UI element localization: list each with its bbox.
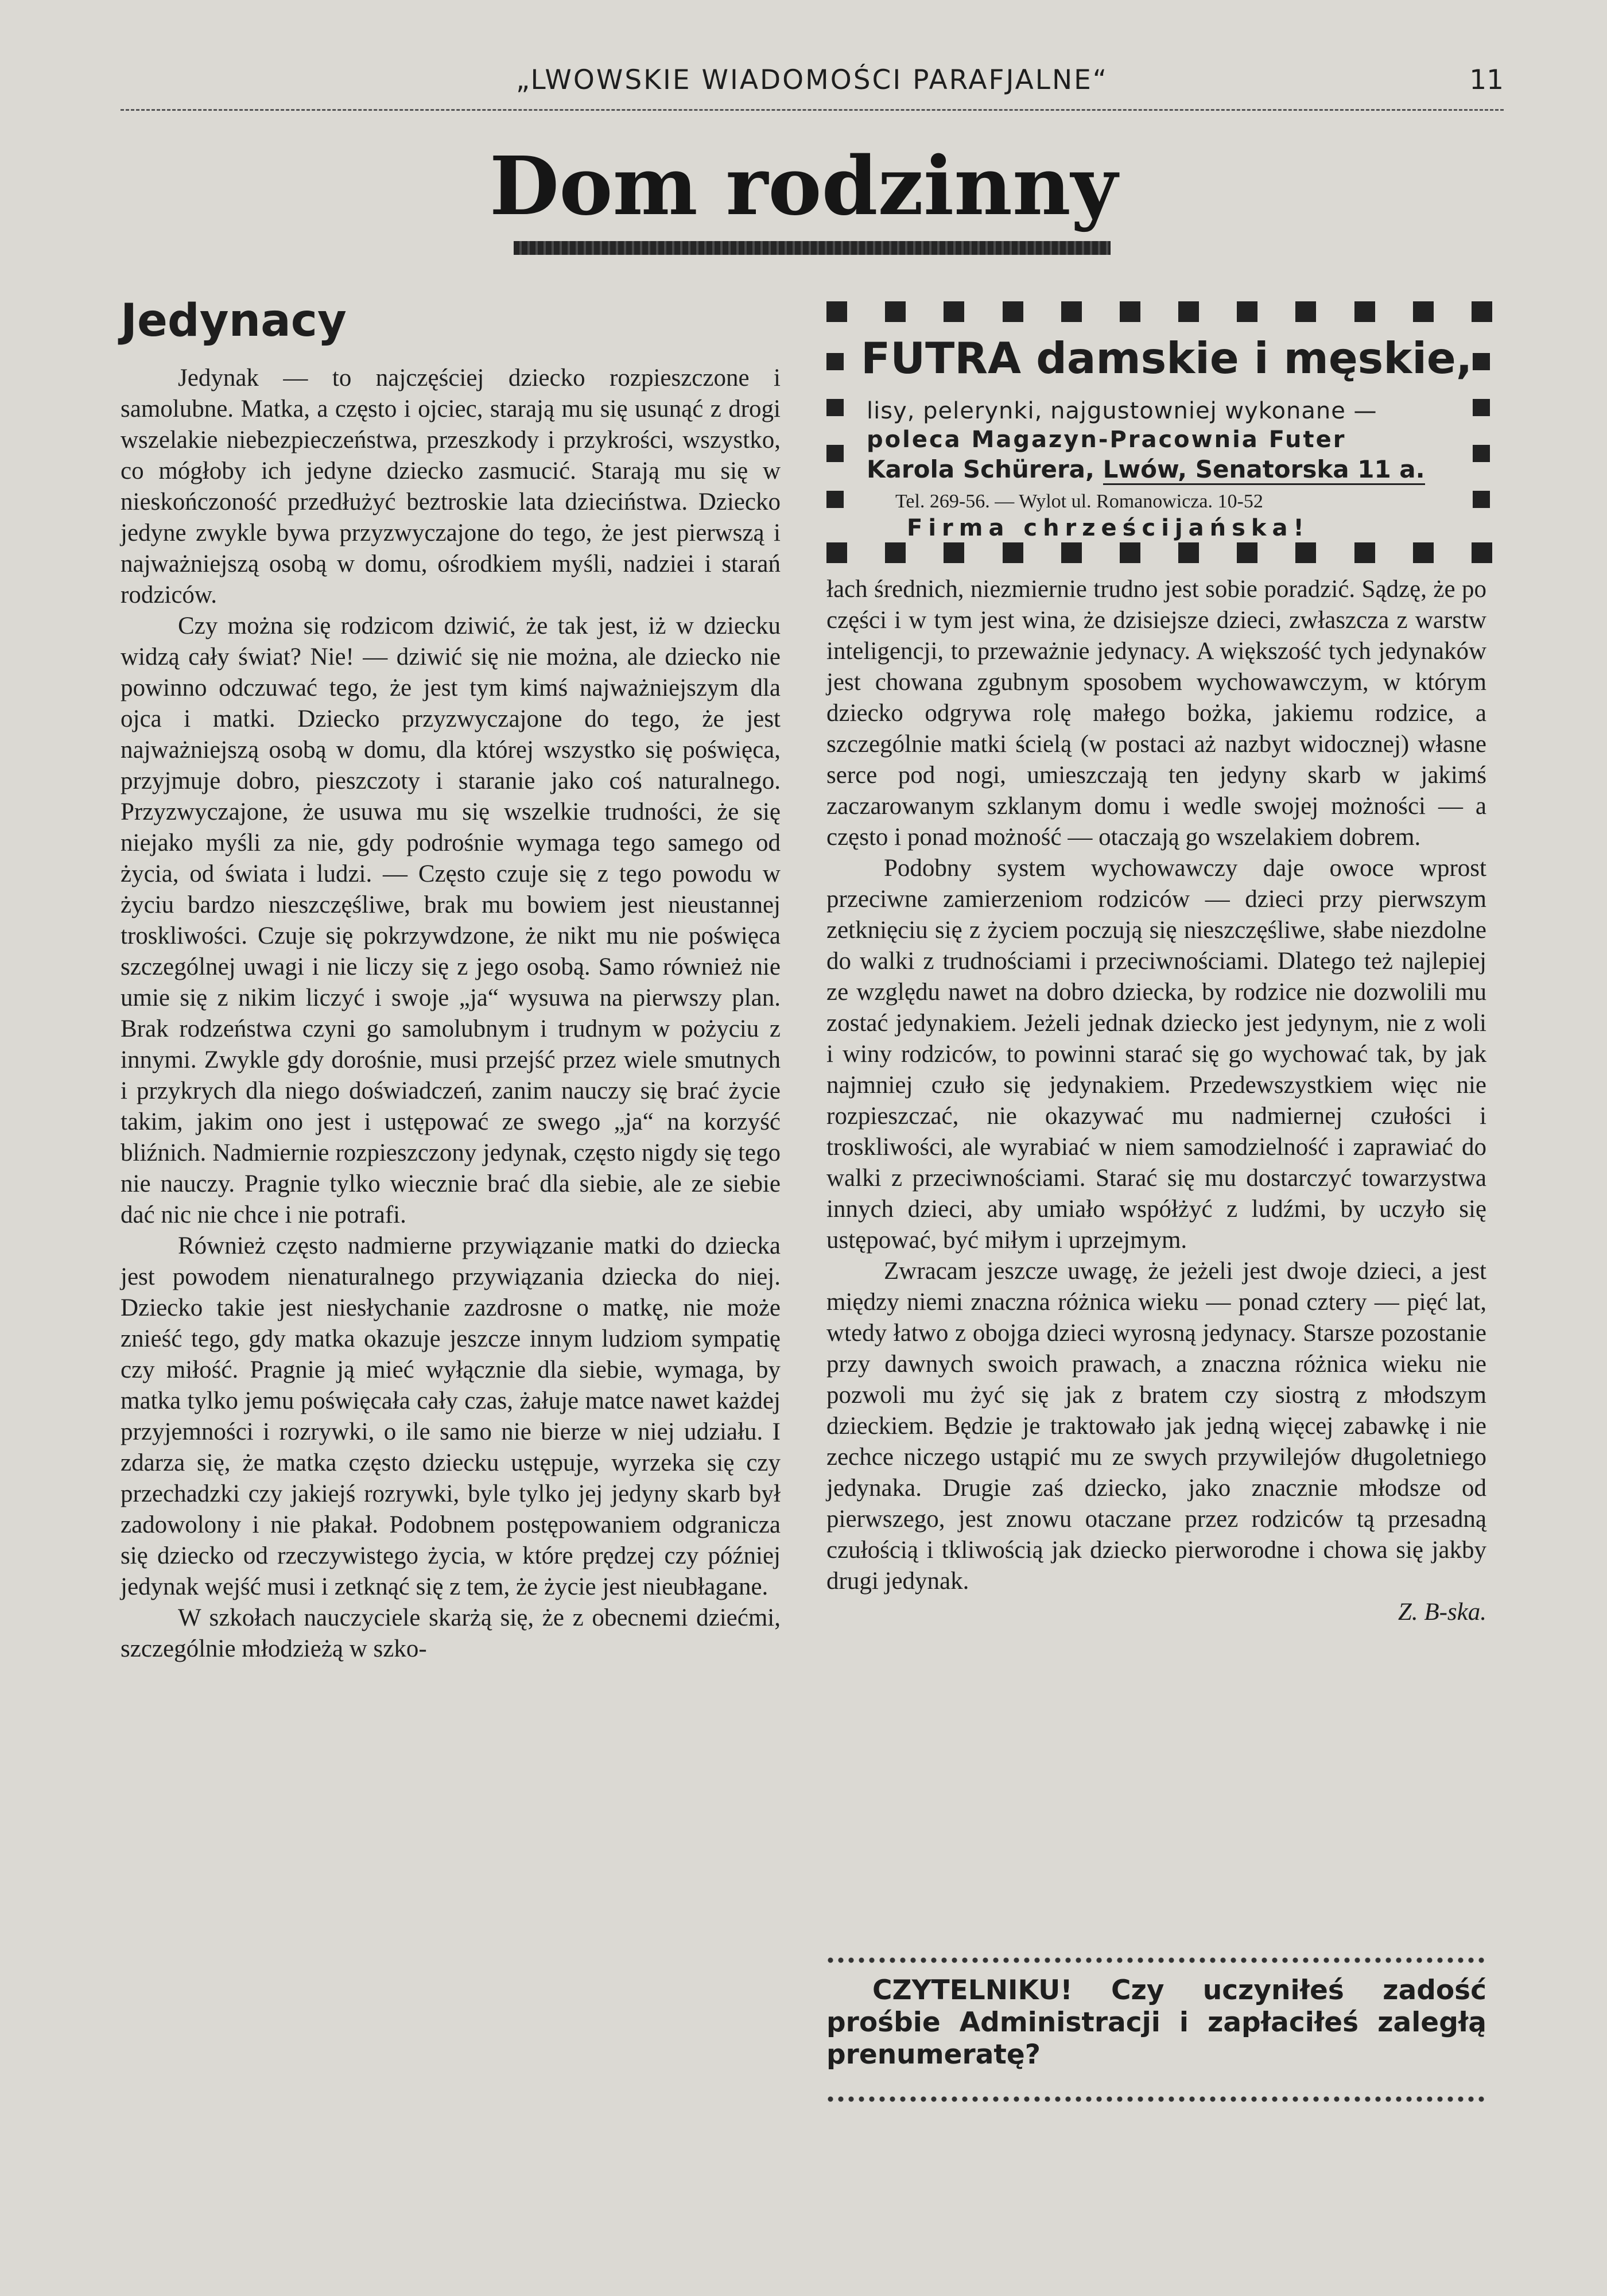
ad-line: poleca Magazyn-Pracownia Futer bbox=[867, 426, 1346, 453]
ornament-divider bbox=[826, 2095, 1486, 2103]
paragraph: Zwracam jeszcze uwagę, że jeżeli jest dwoje dzieci, a jest między niemi znaczna różnica wieku — ponad cztery — pięć lat, wtedy łatwo z obojga dzieci wyrosną jedynacy. Starsze pozostanie przy dawnych swoich prawach, a znaczna różnica wieku nie pozwoli mu żyć się jak z bratem czy siostrą z młodszym dzieckiem. Będzie je traktowało jak jedną więcej zabawkę i nie zechce niczego ustąpić mu ze swych przywilejów długoletniego jedynaka. Drugie zaś dziecko, jako znacznie młodsze od pierwszego, jest znowu otaczane przez rodziców tą przesadną czułością i tkliwością jak dziecko pierworodne i chowa się jakby drugi jedynak. bbox=[826, 1258, 1486, 1595]
left-column bbox=[121, 363, 781, 1665]
ad-address: Lwów, Senatorska 11 a. bbox=[1103, 455, 1425, 485]
paragraph: łach średnich, niezmiernie trudno jest sobie poradzić. Sądzę, że po części i w tym jest wina, że dzisiejsze dzieci, zwłaszcza z warstw inteligencji, to przeważnie jedynacy. A większość tych jedynaków jest chowana zgubnym sposobem wychowawczym, w którym dziecko odgrywa rolę małego bożka, jakiemu rodzice, a szczególnie matki ścielą (w postaci aż nazbyt widocznej) własne serce pod nogi, umieszczają ten jedyny skarb w jakimś zaczarowanym szklanym domu i wedle swojej możności — a często i ponad możność — otaczają go wszelakiem dobrem. bbox=[826, 576, 1486, 851]
right-column bbox=[826, 574, 1486, 1628]
ornament-divider bbox=[826, 1956, 1486, 1964]
section-heading: Jedynacy bbox=[121, 295, 347, 347]
ad-border-bottom bbox=[826, 542, 1492, 565]
ad-line bbox=[867, 455, 1464, 483]
ad-border-top bbox=[826, 301, 1492, 324]
fur-advertisement bbox=[826, 301, 1492, 571]
running-head bbox=[121, 64, 1504, 110]
paragraph: Podobny system wychowawczy daje owoce wprost przeciwne zamierzeniom rodziców — dzieci przy pierwszym zetknięciu się z życiem poczują się nieszczęśliwe, słabe niezdolne do walki z trudnościami i przeciwnościami. Dlatego też najlepiej ze względu nawet na dobro dziecka, by rodzice nie dozwolili mu zostać jedynakiem. Jeżeli jednak dziecko jest jedynym, nie z woli i winy rodziców, to powinni starać się go wychować tak, by jak najmniej czuło się jedynakiem. Przedewszystkiem więc nie rozpieszczać, nie okazywać mu nadmiernej czułości i troskliwości, ale wyrabiać w niem samodzielność i zaprawiać do walki z przeciwnościami. Starać się mu dostarczyć towarzystwa innych dzieci, aby umiało współżyć z ludźmi, by uczyło się ustępować, być miłym i uprzejmym. bbox=[826, 855, 1486, 1254]
article-title: Dom rodzinny bbox=[489, 139, 1118, 234]
header-rule bbox=[121, 109, 1504, 111]
ad-tagline: Firma chrześcijańska! bbox=[907, 515, 1310, 541]
ad-company-name: Karola Schürera, bbox=[867, 455, 1094, 483]
ad-border-right bbox=[1473, 353, 1492, 537]
ad-line: lisy, pelerynki, najgustowniej wykonane — bbox=[867, 398, 1377, 424]
author-signature: Z. B-ska. bbox=[1398, 1599, 1486, 1626]
paragraph: Czy można się rodzicom dziwić, że tak jest, iż w dziecku widzą cały świat? Nie! — dziwić się nie można, ale dziecko nie powinno odczuwać tego, że jest tym kimś najważniejszym dla ojca i matki. Dziecko przyzwyczajone do tego, że jest najważniejszą osobą w domu, dla której wszystko się poświęca, przyjmuje dobro, pieszczoty i staranie jako coś naturalnego. Przyzwyczajone, że usuwa mu się wszelkie trudności, że się niejako myśli za nie, gdy podrośnie wymaga tego samego od życia, od świata i ludzi. — Często czuje się z tego powodu w życiu bardzo nieszczęśliwe, brak mu bowiem jest nieustannej troskliwości. Czuje się pokrzywdzone, że nikt mu nie poświęca szczególnej uwagi i nie liczy się z jego osobą. Samo również nie umie się z nikim liczyć i swoje „ja“ wysuwa na pierwszy plan. Brak rodzeństwa czyni go samolubnym i trudnym w pożyciu z innymi. Zwykle gdy dorośnie, musi przejść przez wiele smutnych i przykrych dla niego doświadczeń, zanim nauczy się brać życie takim, jakim ono jest i ustępować ze swego „ja“ na korzyść bliźnich. Nadmiernie rozpieszczony jedynak, często nigdy się tego nie nauczy. Pragnie tylko wiecznie brać dla siebie, ale ze siebie dać nic nie chce i nie potrafi. bbox=[121, 612, 781, 1228]
paragraph: Również często nadmierne przywiązanie matki do dziecka jest powodem nienaturalnego przywiązania dziecka do niej. Dziecko takie jest niesłychanie zazdrosne o matkę, nie może znieść tego, gdy matka okazuje jeszcze innym ludziom sympatię czy miłość. Pragnie ją mieć wyłącznie dla siebie, wymaga, by matka tylko jemu poświęcała cały czas, żałuje matce nawet każdej przyjemności i rozrywki, o ile samo nie bierze w niej udziału. I zdarza się, że matka często dziecku ustępuje, wyrzeka się czy przechadzki czy jakiejś rozrywki, byle tylko jej jedyny skarb był zadowolony i nie płakał. Podobnem postępowaniem odgranicza się dziecko od rzeczywistego życia, w które prędzej czy później jedynak wejść musi i zetknąć się z tem, że życie jest nieubłagane. bbox=[121, 1232, 781, 1600]
subscription-notice: CZYTELNIKU! Czy uczyniłeś zadość prośbie Administracji i zapłaciłeś zaległą prenumeratę? bbox=[826, 1975, 1486, 2070]
ad-border-left bbox=[826, 353, 846, 537]
publication-title: „LWOWSKIE WIADOMOŚCI PARAFJALNE“ bbox=[515, 64, 1109, 96]
ad-phone-line: Tel. 269-56. — Wylot ul. Romanowicza. 10-52 bbox=[895, 491, 1263, 512]
paragraph: W szkołach nauczyciele skarżą się, że z obecnemi dziećmi, szczególnie młodzieżą w szko- bbox=[121, 1604, 781, 1662]
paragraph: Jedynak — to najczęściej dziecko rozpieszczone i samolubne. Matka, a często i ojciec, starają mu się usunąć z drogi wszelakie niebezpieczeństwa, przeszkody i przykrości, wszystko, co mógłoby ich jedyne dziecko zasmucić. Starają mu się w nieskończoność przedłużyć beztroskie lata dzieciństwa. Dziecko jedyne zwykle bywa przyzwyczajone do tego, że jest pierwszą i najważniejszą osobą w domu, ośrodkiem myśli, nadziei i starań rodziców. bbox=[121, 364, 781, 608]
title-underline-bar bbox=[514, 241, 1111, 255]
page-number: 11 bbox=[1469, 64, 1504, 96]
ad-headline: FUTRA damskie i męskie, bbox=[861, 333, 1473, 383]
